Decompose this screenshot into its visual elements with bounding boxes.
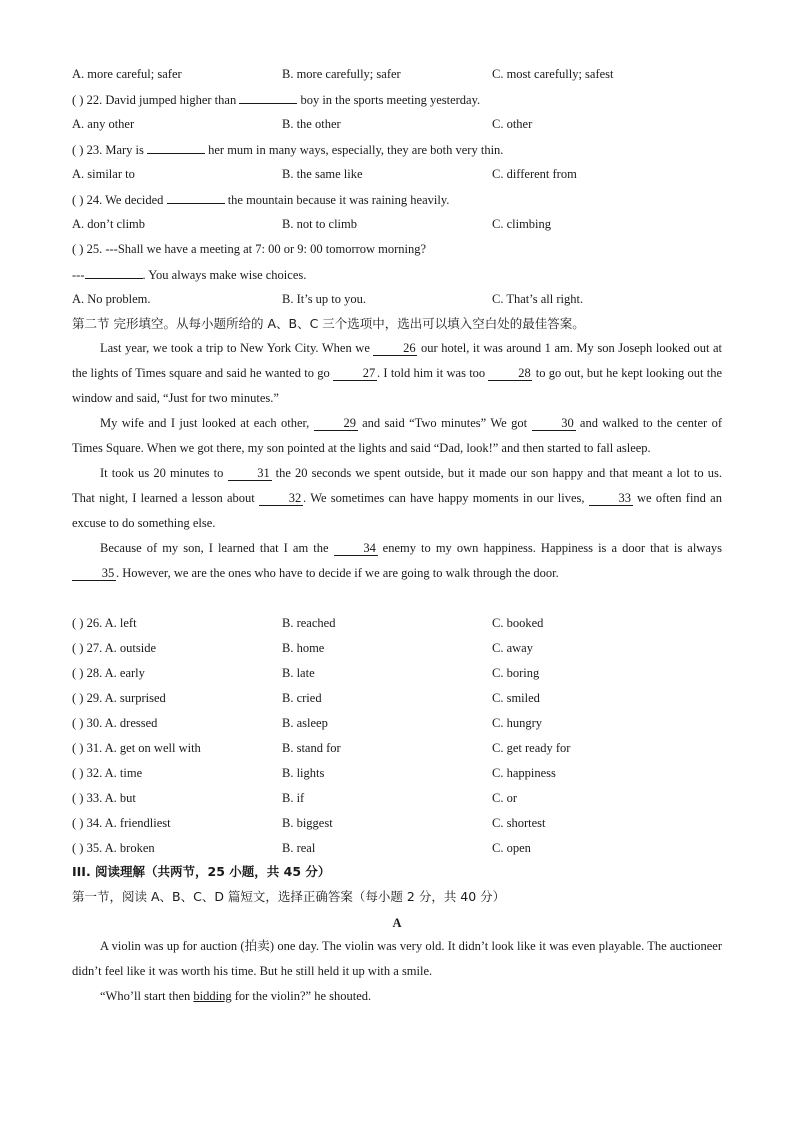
option-c: C. That’s all right. [492, 292, 584, 306]
option-row-33: ( ) 33. A. but B. if C. or [72, 791, 517, 805]
option-row-26: ( ) 26. A. left B. reached C. booked [72, 616, 544, 630]
reading-passage [72, 934, 722, 1009]
option-row-34: ( ) 34. A. friendliest B. biggest C. shortest [72, 816, 546, 830]
cloze-passage [72, 336, 722, 586]
section-3-subtitle: 第一节，阅读 A、B、C、D 篇短文，选择正确答案（每小题 2 分，共 40 分） [72, 889, 506, 904]
option-b: B. more carefully; safer [282, 67, 401, 81]
section-3-title: III. 阅读理解（共两节，25 小题，共 45 分） [72, 864, 331, 879]
option-row-27: ( ) 27. A. outside B. home C. away [72, 641, 533, 655]
section-2-title: 第二节 完形填空。从每小题所给的 A、B、C 三个选项中，选出可以填入空白处的最佳答案。 [72, 316, 585, 331]
question-24: ( ) 24. We decided the mountain because it was raining heavily. [72, 193, 450, 207]
blank-27: 27 [333, 367, 377, 381]
blank-34: 34 [334, 542, 378, 556]
option-row-32: ( ) 32. A. time B. lights C. happiness [72, 766, 556, 780]
answer-blank[interactable] [239, 91, 297, 104]
option-row-23 [72, 166, 722, 182]
option-a: A. similar to [72, 167, 135, 181]
blank-31: 31 [228, 467, 272, 481]
option-row-31: ( ) 31. A. get on well with B. stand for C. get ready for [72, 741, 571, 755]
question-22: ( ) 22. David jumped higher than boy in the sports meeting yesterday. [72, 93, 481, 107]
blank-26: 26 [373, 342, 417, 356]
option-b: B. not to climb [282, 217, 357, 231]
option-a: A. any other [72, 117, 135, 131]
question-25: ( ) 25. ---Shall we have a meeting at 7: 00 or 9: 00 tomorrow morning? [72, 242, 427, 256]
blank-33: 33 [589, 492, 633, 506]
option-row-24 [72, 216, 722, 232]
cloze-paragraph-1: Last year, we took a trip to New York City. When we 26 our hotel, it was around 1 am. My son Joseph looked out at the lights of Times square and said he wanted to go 27 . I told him it was too 28 to go out, but he kept looking out the window and said, “Just for two minutes.” [72, 341, 722, 405]
question-23: ( ) 23. Mary is her mum in many ways, especially, they are both very thin. [72, 143, 504, 157]
passage-label: A [392, 916, 402, 930]
option-row-35: ( ) 35. A. broken B. real C. open [72, 841, 531, 855]
cloze-paragraph-4: Because of my son, I learned that I am the 34 enemy to my own happiness. Happiness is a door that is always 35 . However, we are the ones who have to decide if we are going to walk through the door. [72, 536, 722, 586]
blank-29: 29 [314, 417, 358, 431]
option-row-30: ( ) 30. A. dressed B. asleep C. hungry [72, 716, 542, 730]
answer-blank[interactable] [85, 266, 143, 279]
answer-blank[interactable] [147, 141, 205, 154]
reading-paragraph-2: “Who’ll start then bidding for the violin?” he shouted. [100, 989, 372, 1003]
option-row-25 [72, 291, 722, 307]
option-b: B. the same like [282, 167, 363, 181]
option-row-22 [72, 116, 722, 132]
cloze-paragraph-2: My wife and I just looked at each other, 29 and said “Two minutes” We got 30 and walked to the center of Times Square. When we got there, my son pointed at the lights and said “Dad, look!” and then started to fall asleep. [72, 416, 722, 455]
cloze-paragraph-3: It took us 20 minutes to 31 the 20 seconds we spent outside, but it made our son happy and that meant a lot to us. That night, I learned a lesson about 32 . We sometimes can have happy moments in our lives, 33 we often find an excuse to do something else. [72, 466, 722, 530]
reading-paragraph-1: A violin was up for auction (拍卖) one day. The violin was very old. It didn’t look like it was even playable. The auctioneer didn’t feel like it was worth his time. But he still held it up with a smile. [72, 939, 722, 978]
blank-32: 32 [259, 492, 303, 506]
option-a: A. don’t climb [72, 217, 146, 231]
option-c: C. other [492, 117, 533, 131]
option-row-29: ( ) 29. A. surprised B. cried C. smiled [72, 691, 540, 705]
underlined-word: bidding [193, 989, 232, 1003]
blank-30: 30 [532, 417, 576, 431]
question-25-reply: --- . You always make wise choices. [72, 268, 307, 282]
option-c: C. climbing [492, 217, 552, 231]
option-b: B. the other [282, 117, 341, 131]
blank-35: 35 [72, 567, 116, 581]
option-a: A. more careful; safer [72, 67, 182, 81]
option-c: C. different from [492, 167, 577, 181]
option-a: A. No problem. [72, 292, 151, 306]
option-b: B. It’s up to you. [282, 292, 367, 306]
option-c: C. most carefully; safest [492, 67, 614, 81]
option-row-21 [72, 66, 722, 82]
blank-28: 28 [488, 367, 532, 381]
option-row-28: ( ) 28. A. early B. late C. boring [72, 666, 540, 680]
answer-blank[interactable] [167, 191, 225, 204]
